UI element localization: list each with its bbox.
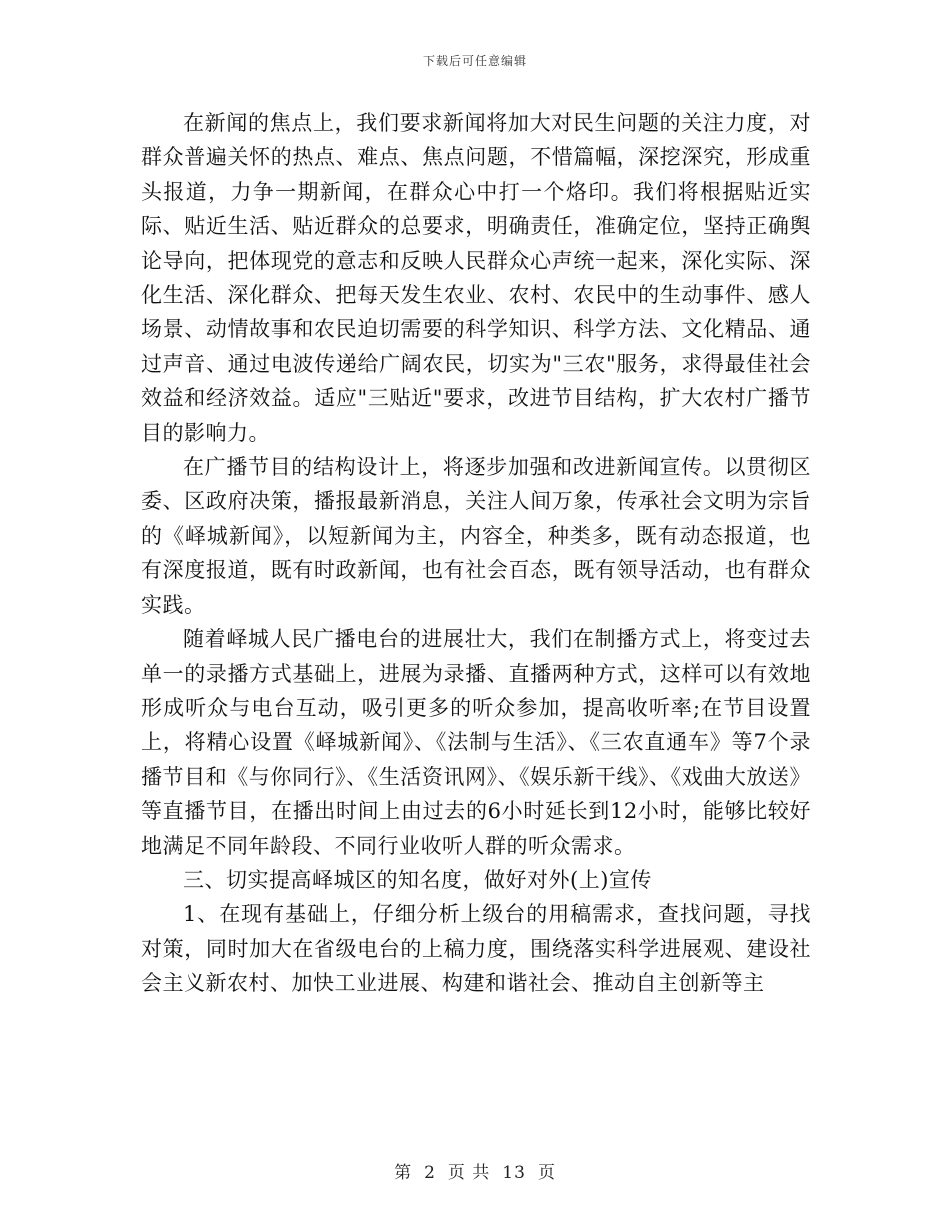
footer-suffix: 页 (537, 1163, 556, 1183)
paragraph-broadcast-mode: 随着峄城人民广播电台的进展壮大，我们在制播方式上，将变过去单一的录播方式基础上，进展为录播、直播两种方式，这样可以有效地形成听众与电台互动，吸引更多的听众参加，提高收听率;在节目设置上，将精心设置《峄城新闻》、《法制与生活》、《三农直通车》等7个录播节目和《与你同行》、《生活资讯网》、《娱乐新干线》、《戏曲大放送》等直播节目，在播出时间上由过去的6小时延长到12小时，能够比较好地满足不同年龄段、不同行业收听人群的听众需求。 (141, 627, 811, 858)
paragraph-news-focus: 在新闻的焦点上，我们要求新闻将加大对民生问题的关注力度，对群众普遍关怀的热点、难点、焦点问题，不惜篇幅，深挖深究，形成重头报道，力争一期新闻，在群众心中打一个烙印。我们将根据贴近实际、贴近生活、贴近群众的总要求，明确责任，准确定位，坚持正确舆论导向，把体现党的意志和反映人民群众心声统一起来，深化实际、深化生活、深化群众、把每天发生农业、农村、农民中的生动事件、感人场景、动情故事和农民迫切需要的科学知识、科学方法、文化精品、通过声音、通过电波传递给广阔农民，切实为"三农"服务，求得最佳社会效益和经济效益。适应"三贴近"要求，改进节目结构，扩大农村广播节目的影响力。 (141, 111, 811, 445)
footer-page-number: 2 (424, 1163, 436, 1183)
paragraph-program-structure: 在广播节目的结构设计上，将逐步加强和改进新闻宣传。以贯彻区委、区政府决策，播报最新消息，关注人间万象，传承社会文明为宗旨的《峄城新闻》，以短新闻为主，内容全，种类多，既有动态报道，也有深度报道，既有时政新闻，也有社会百态，既有领导活动，也有群众实践。 (141, 455, 811, 617)
section-heading-external-publicity: 三、切实提高峄城区的知名度，做好对外(上)宣传 (183, 867, 652, 892)
footer-prefix: 第 (394, 1163, 413, 1183)
page-header-note: 下载后可任意编辑 (422, 54, 527, 68)
footer-mid: 页 共 (447, 1163, 491, 1183)
footer-total-pages: 13 (502, 1163, 526, 1183)
document-body (141, 106, 811, 1001)
page-footer (0, 1158, 950, 1183)
paragraph-item-1: 1、在现有基础上，仔细分析上级台的用稿需求，查找问题，寻找对策，同时加大在省级电台的上稿力度，围绕落实科学进展观、建设社会主义新农村、加快工业进展、构建和谐社会、推动自主创新等主 (141, 902, 811, 996)
